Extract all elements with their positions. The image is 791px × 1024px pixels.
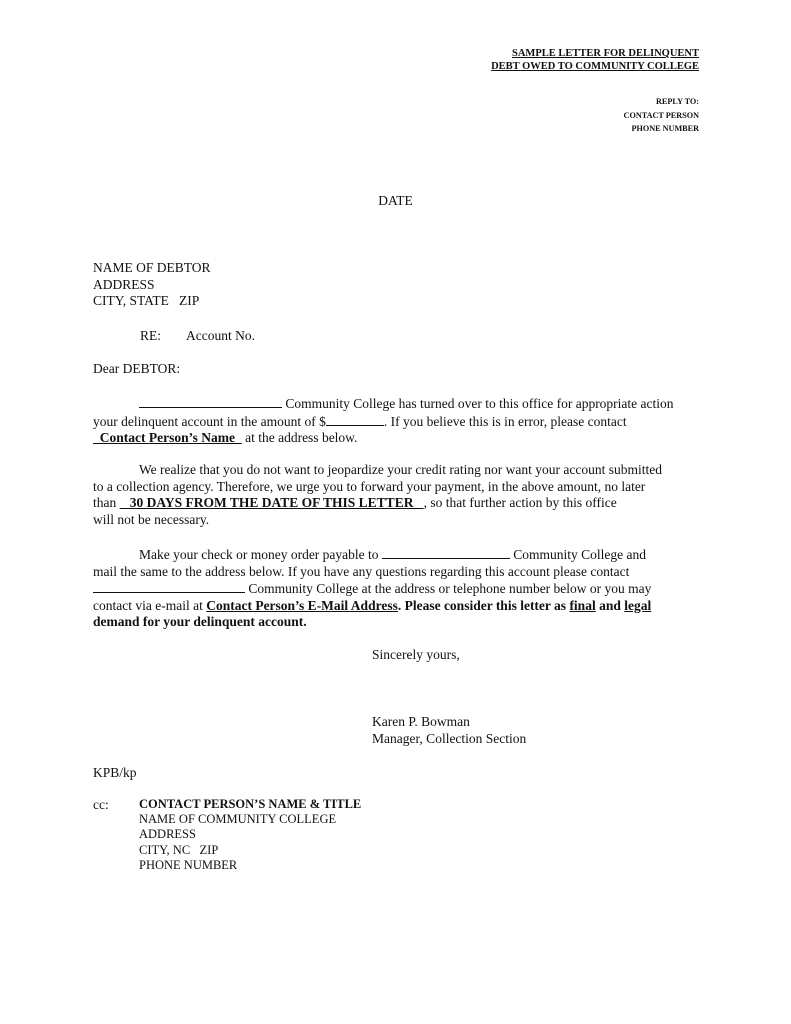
contact-person-name-fill: Contact Person’s Name [93,430,242,445]
cc-city: CITY, NC ZIP [139,842,219,857]
signature-block [372,714,526,747]
reply-to-label: REPLY TO: [656,97,699,106]
deadline-fill: 30 DAYS FROM THE DATE OF THIS LETTER [119,495,424,510]
debtor-name: NAME OF DEBTOR [93,260,211,275]
typist-initials: KPB/kp [93,765,137,780]
debtor-address: ADDRESS [93,276,155,292]
signer-name: Karen P. Bowman [372,714,470,729]
contact-college-blank [93,580,245,593]
amount-blank [326,413,384,426]
closing: Sincerely yours, [372,647,460,662]
re-account-number: Account No. [186,328,255,343]
cc-label: cc: [93,797,109,812]
reply-phone-number: PHONE NUMBER [631,124,699,133]
signer-title: Manager, Collection Section [372,730,527,746]
contact-email-fill: Contact Person’s E-Mail Address [206,597,398,613]
re-label: RE: [140,328,162,343]
cc-college: NAME OF COMMUNITY COLLEGE [139,812,337,827]
re-line [140,328,255,345]
letter-date: DATE [378,193,413,208]
heading-line-2: DEBT OWED TO COMMUNITY COLLEGE [491,61,699,72]
paragraph-2: We realize that you do not want to jeopardize your credit rating nor want your account submitted to a collection agency. Therefore, we urge you to forward your payment, in the above amount, no later than 30 DAYS FROM THE DATE OF THIS LETTER , so that further action by this office will not be necessary. [93,462,662,527]
cc-block [93,797,361,873]
cc-phone: PHONE NUMBER [139,857,238,872]
reply-to-block [624,95,699,136]
college-name-blank [139,395,282,408]
recipient-address [93,260,211,310]
cc-address: ADDRESS [139,827,196,842]
cc-name-title: CONTACT PERSON’S NAME & TITLE [139,797,362,811]
salutation: Dear DEBTOR: [93,361,181,376]
debtor-city-state-zip: CITY, STATE ZIP [93,293,200,308]
paragraph-3: Make your check or money order payable to Community College and mail the same to the address below. If you have any questions regarding this account please contact Community College at the address or telephone number below or you may contact via e-mail at Contact Person’s E-Mail Address. Please consider this letter as final and legal demand for your delinquent account. [93,547,652,629]
payable-college-blank [382,546,510,559]
heading-line-1: SAMPLE LETTER FOR DELINQUENT [512,48,699,59]
paragraph-1: Community College has turned over to this office for appropriate action your delinquent account in the amount of $ . If you believe this is in error, please contact Contact Person’s Name at the address below. [93,396,674,445]
letter-heading [491,47,699,73]
reply-contact-person: CONTACT PERSON [623,110,699,120]
